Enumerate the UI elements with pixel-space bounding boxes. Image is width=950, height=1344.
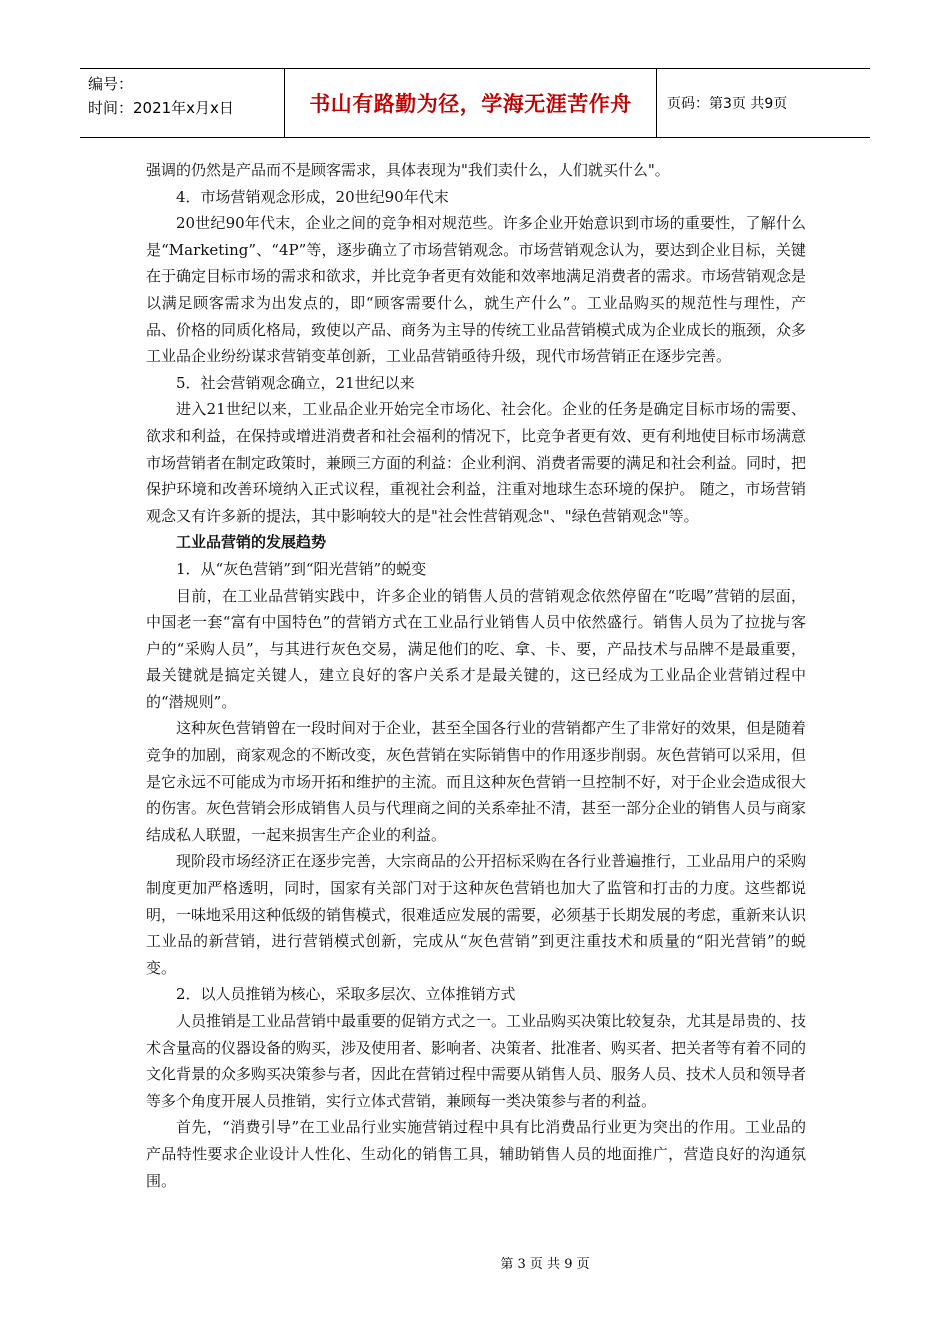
continued-paragraph: 强调的仍然是产品而不是顾客需求，具体表现为"我们卖什么，人们就买什么"。 <box>146 161 670 179</box>
page-footer: 第 3 页 共 9 页 <box>500 1257 590 1272</box>
header-motto-cell <box>285 69 657 137</box>
header-page-info: 页码：第3页 共9页 <box>667 96 788 112</box>
body-paragraph: 20世纪90年代末，企业之间的竞争相对规范些。许多企业开始意识到市场的重要性，了解什么是“Marketing”、“4P”等，逐步确立了市场营销观念。市场营销观念认为，要达到企业目标，关键在于确定目标市场的需求和欲求，并比竞争者更有效能和效率地满足消费者的需求。市场营销观念是以满足顾客需求为出发点的，即“顾客需要什么，就生产什么”。工业品购买的规范性与理性，产品、价格的同质化格局，致使以产品、商务为主导的传统工业品营销模式成为企业成长的瓶颈，众多工业品企业纷纷谋求营销变革创新，工业品营销亟待升级，现代市场营销正在逐步完善。 <box>146 214 807 366</box>
body-paragraph: 目前，在工业品营销实践中，许多企业的销售人员的营销观念依然停留在“吃喝”营销的层面，中国老一套“富有中国特色”的营销方式在工业品行业销售人员中依然盛行。销售人员为了拉拢与客户的“采购人员”，与其进行灰色交易，满足他们的吃、拿、卡、要，产品技术与品牌不是最重要，最关键就是搞定关键人，建立良好的客户关系才是最关键的，这已经成为工业品企业营销过程中的“潜规则”。 <box>146 586 806 711</box>
page-header <box>80 68 870 138</box>
document-number-label: 编号： <box>88 75 134 93</box>
body-paragraph: 人员推销是工业品营销中最重要的促销方式之一。工业品购买决策比较复杂，尤其是昂贵的、技术含量高的仪器设备的购买，涉及使用者、影响者、决策者、批准者、购买者、把关者等有着不同的文化背景的众多购买决策参与者，因此在营销过程中需要从销售人员、服务人员、技术人员和领导者等多个角度开展人员推销，实行立体式营销，兼顾每一类决策参与者的利益。 <box>146 1012 807 1110</box>
body-paragraph: 现阶段市场经济正在逐步完善，大宗商品的公开招标采购在各行业普遍推行，工业品用户的采购制度更加严格透明，同时，国家有关部门对于这种灰色营销也加大了监管和打击的力度。这些都说明，一味地采用这种低级的销售模式，很难适应发展的需要，必须基于长期发展的考虑，重新来认识工业品的新营销，进行营销模式创新，完成从“灰色营销”到更注重技术和质量的“阳光营销”的蜕变。 <box>146 852 807 977</box>
subsection-heading: 1．从“灰色营销”到“阳光营销”的蜕变 <box>176 559 427 578</box>
header-meta <box>80 69 285 137</box>
body-paragraph: 首先，“消费引导”在工业品行业实施营销过程中具有比消费品行业更为突出的作用。工业品的产品特性要求企业设计人性化、生动化的销售工具，辅助销售人员的地面推广，营造良好的沟通氛围。 <box>146 1118 806 1190</box>
body-paragraph: 进入21世纪以来，工业品企业开始完全市场化、社会化。企业的任务是确定目标市场的需要、欲求和利益，在保持或增进消费者和社会福利的情况下，比竞争者更有效、更有利地使目标市场满意市场营销者在制定政策时，兼顾三方面的利益：企业利润、消费者需要的满足和社会利益。同时，把保护环境和改善环境纳入正式议程，重视社会利益，注重对地球生态环境的保护。 随之，市场营销观念又有许多新的提法，其中影响较大的是"社会性营销观念"、"绿色营销观念"等。 <box>146 400 807 525</box>
section-heading: 工业品营销的发展趋势 <box>176 533 327 552</box>
header-motto: 书山有路勤为径，学海无涯苦作舟 <box>309 92 632 116</box>
subsection-heading: 5．社会营销观念确立，21世纪以来 <box>176 373 415 392</box>
subsection-heading: 2．以人员推销为核心，采取多层次、立体推销方式 <box>176 985 516 1004</box>
body-paragraph: 这种灰色营销曾在一段时间对于企业，甚至全国各行业的营销都产生了非常好的效果，但是随着竞争的加剧，商家观念的不断改变，灰色营销在实际销售中的作用逐步削弱。灰色营销可以采用，但是它永远不可能成为市场开拓和维护的主流。而且这种灰色营销一旦控制不好，对于企业会造成很大的伤害。灰色营销会形成销售人员与代理商之间的关系牵扯不清，甚至一部分企业的销售人员与商家结成私人联盟，一起来损害生产企业的利益。 <box>146 719 807 844</box>
header-page-info-cell <box>657 69 870 137</box>
subsection-heading: 4．市场营销观念形成，20世纪90年代末 <box>176 187 449 206</box>
document-body <box>146 157 806 1194</box>
document-time-label: 时间：2021年x月x日 <box>88 99 234 117</box>
